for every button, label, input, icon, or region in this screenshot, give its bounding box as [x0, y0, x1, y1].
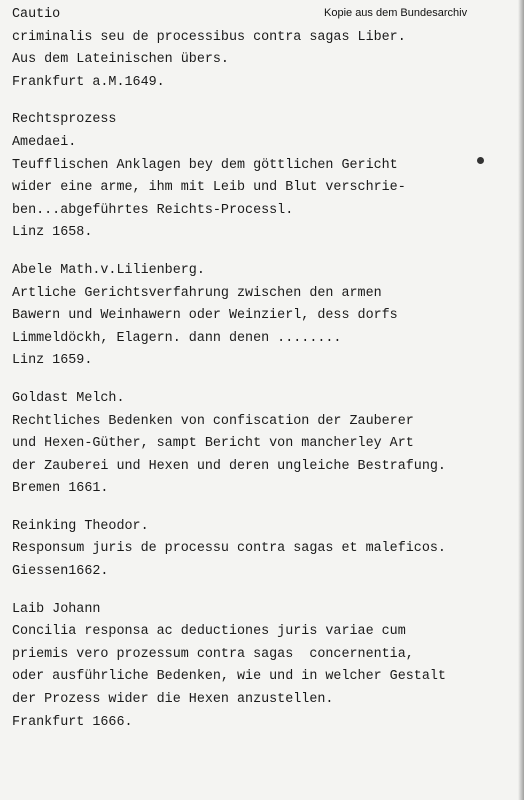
entry-line: und Hexen-Güther, sampt Bericht von mancherley Art: [12, 436, 414, 452]
entry-line: criminalis seu de processibus contra sagas Liber.: [12, 29, 406, 45]
entry-line: der Prozess wider die Hexen anzustellen.: [12, 692, 334, 708]
entry-line: Limmeldöckh, Elagern. dann denen ........: [12, 330, 342, 346]
entry-imprint: Linz 1658.: [12, 225, 93, 241]
entry-line: Rechtliches Bedenken von confiscation der Zauberer: [12, 413, 414, 429]
entry-line: oder ausführliche Bedenken, wie und in welcher Gestalt: [12, 669, 446, 685]
entry-title: Reinking Theodor.: [12, 518, 149, 534]
entry-line: ben...abgeführtes Reichts-Processl.: [12, 202, 294, 218]
entry-title: Rechtsprozess: [12, 112, 117, 128]
entry-line: Amedaei.: [12, 134, 77, 150]
bibliography-list: [12, 4, 517, 734]
bibliography-entry: [12, 109, 517, 245]
archive-stamp: Kopie aus dem Bundesarchiv: [324, 7, 468, 19]
entry-title: Cautio: [12, 7, 61, 22]
entry-imprint: Frankfurt a.M.1649.: [12, 74, 165, 90]
entry-title: Abele Math.v.Lilienberg.: [12, 262, 205, 278]
entry-imprint: Frankfurt 1666.: [12, 714, 133, 730]
entry-imprint: Bremen 1661.: [12, 481, 109, 497]
entry-imprint: Linz 1659.: [12, 353, 93, 369]
entry-line: Concilia responsa ac deductiones juris variae cum: [12, 624, 406, 640]
entry-line: Aus dem Lateinischen übers.: [12, 52, 229, 68]
entry-title: Laib Johann: [12, 601, 101, 617]
entry-imprint: Giessen1662.: [12, 564, 109, 580]
entry-title: Goldast Melch.: [12, 390, 125, 406]
entry-line: Teufflischen Anklagen bey dem göttlichen Gericht: [12, 157, 398, 173]
bibliography-entry: [12, 599, 517, 735]
bibliography-entry: [12, 516, 517, 584]
bibliography-entry: [12, 260, 517, 373]
entry-line: wider eine arme, ihm mit Leib und Blut verschrie-: [12, 180, 406, 196]
entry-line: Responsum juris de processu contra sagas et maleficos.: [12, 541, 446, 557]
entry-line: der Zauberei und Hexen und deren ungleiche Bestrafung.: [12, 458, 446, 474]
bibliography-entry: [12, 4, 517, 94]
bibliography-entry: [12, 388, 517, 501]
entry-line: Bawern und Weinhawern oder Weinzierl, dess dorfs: [12, 308, 398, 324]
entry-line: priemis vero prozessum contra sagas concernentia,: [12, 646, 414, 662]
entry-line: Artliche Gerichtsverfahrung zwischen den armen: [12, 285, 382, 301]
